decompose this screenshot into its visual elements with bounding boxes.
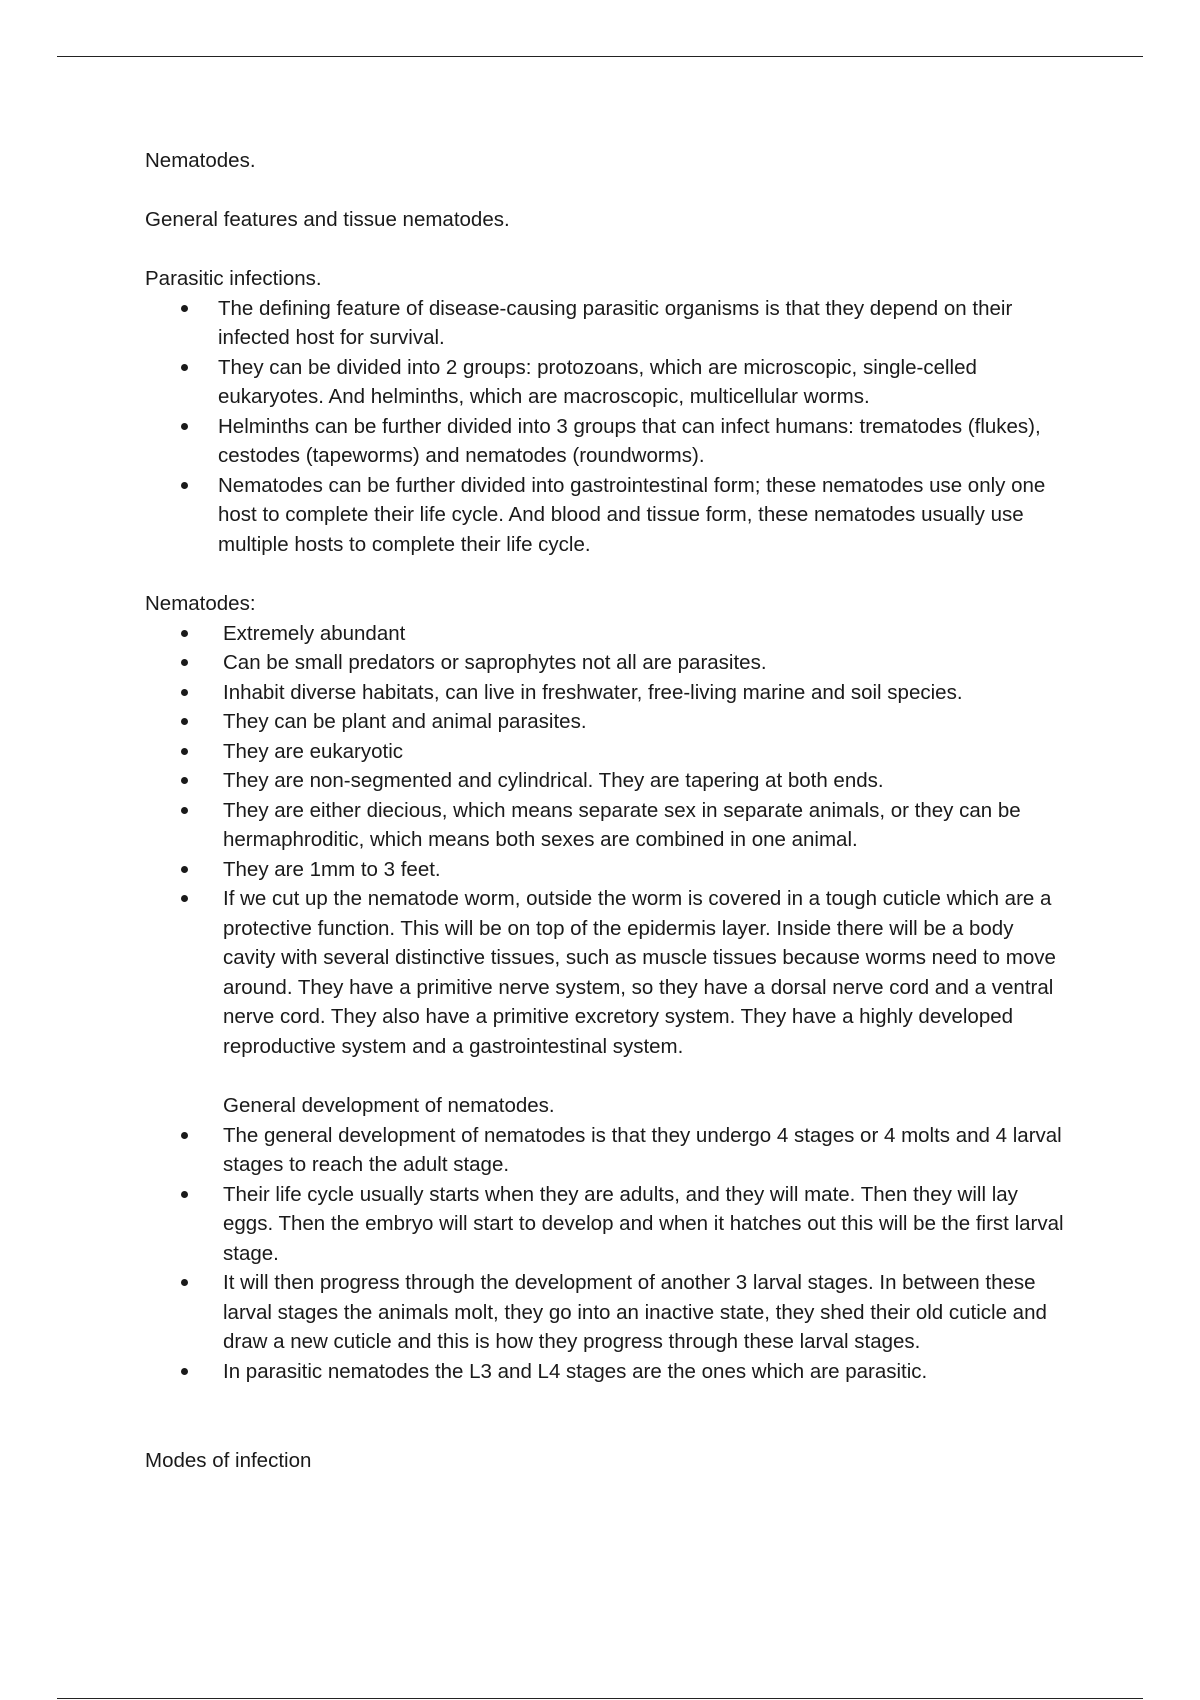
- bullet-icon: [181, 895, 188, 902]
- bullet-icon: [181, 1368, 188, 1375]
- section-heading-modes-of-infection: Modes of infection: [145, 1449, 312, 1472]
- bullet-icon: [181, 866, 188, 873]
- bullet-list-nematodes: [145, 619, 1065, 1062]
- bullet-icon: [181, 689, 188, 696]
- list-item: They are 1mm to 3 feet.: [145, 855, 1065, 885]
- bullet-icon: [181, 305, 188, 312]
- list-item: Can be small predators or saprophytes not all are parasites.: [145, 648, 1065, 678]
- document-title: Nematodes.: [145, 149, 256, 172]
- bullet-list-parasitic-infections: [145, 294, 1065, 560]
- list-item: It will then progress through the development of another 3 larval stages. In between these larval stages the animals molt, they go into an inactive state, they shed their old cuticle and draw a new cuticle and this is how they progress through these larval stages.: [145, 1268, 1065, 1357]
- list-item: The general development of nematodes is that they undergo 4 stages or 4 molts and 4 larval stages to reach the adult stage.: [145, 1121, 1065, 1180]
- page-bottom-rule: [57, 1698, 1143, 1699]
- bullet-icon: [181, 364, 188, 371]
- section-heading-general-development: General development of nematodes.: [223, 1094, 555, 1117]
- bullet-icon: [181, 1191, 188, 1198]
- section-heading-nematodes: Nematodes:: [145, 592, 256, 615]
- list-item: If we cut up the nematode worm, outside the worm is covered in a tough cuticle which are a protective function. This will be on top of the epidermis layer. Inside there will be a body cavity with several distinctive tissues, such as muscle tissues because worms need to move around. They have a primitive nerve system, so they have a dorsal nerve cord and a ventral nerve cord. They also have a primitive excretory system. They have a highly developed reproductive system and a gastrointestinal system.: [145, 884, 1065, 1061]
- bullet-icon: [181, 777, 188, 784]
- bullet-icon: [181, 423, 188, 430]
- list-item: They can be plant and animal parasites.: [145, 707, 1065, 737]
- bullet-list-general-development: [145, 1121, 1065, 1387]
- bullet-icon: [181, 807, 188, 814]
- bullet-icon: [181, 1132, 188, 1139]
- list-item: Helminths can be further divided into 3 groups that can infect humans: trematodes (flukes), cestodes (tapeworms) and nematodes (roundworms).: [145, 412, 1065, 471]
- page-top-rule: [57, 56, 1143, 57]
- list-item: Extremely abundant: [145, 619, 1065, 649]
- list-item: They are either diecious, which means separate sex in separate animals, or they can be hermaphroditic, which means both sexes are combined in one animal.: [145, 796, 1065, 855]
- document-subtitle: General features and tissue nematodes.: [145, 207, 510, 231]
- bullet-icon: [181, 630, 188, 637]
- list-item: They can be divided into 2 groups: protozoans, which are microscopic, single-celled eukaryotes. And helminths, which are macroscopic, multicellular worms.: [145, 353, 1065, 412]
- list-item: They are non-segmented and cylindrical. They are tapering at both ends.: [145, 766, 1065, 796]
- bullet-icon: [181, 1279, 188, 1286]
- list-item: The defining feature of disease-causing parasitic organisms is that they depend on their infected host for survival.: [145, 294, 1065, 353]
- bullet-icon: [181, 482, 188, 489]
- bullet-icon: [181, 659, 188, 666]
- list-item: They are eukaryotic: [145, 737, 1065, 767]
- bullet-icon: [181, 718, 188, 725]
- section-heading-parasitic-infections: Parasitic infections.: [145, 267, 322, 290]
- list-item: Nematodes can be further divided into gastrointestinal form; these nematodes use only one host to complete their life cycle. And blood and tissue form, these nematodes usually use multiple hosts to complete their life cycle.: [145, 471, 1065, 560]
- list-item: Inhabit diverse habitats, can live in freshwater, free-living marine and soil species.: [145, 678, 1065, 708]
- list-item: Their life cycle usually starts when they are adults, and they will mate. Then they will lay eggs. Then the embryo will start to develop and when it hatches out this will be the first larval stage.: [145, 1180, 1065, 1269]
- document-body: [145, 146, 1065, 1476]
- bullet-icon: [181, 748, 188, 755]
- list-item: In parasitic nematodes the L3 and L4 stages are the ones which are parasitic.: [145, 1357, 1065, 1387]
